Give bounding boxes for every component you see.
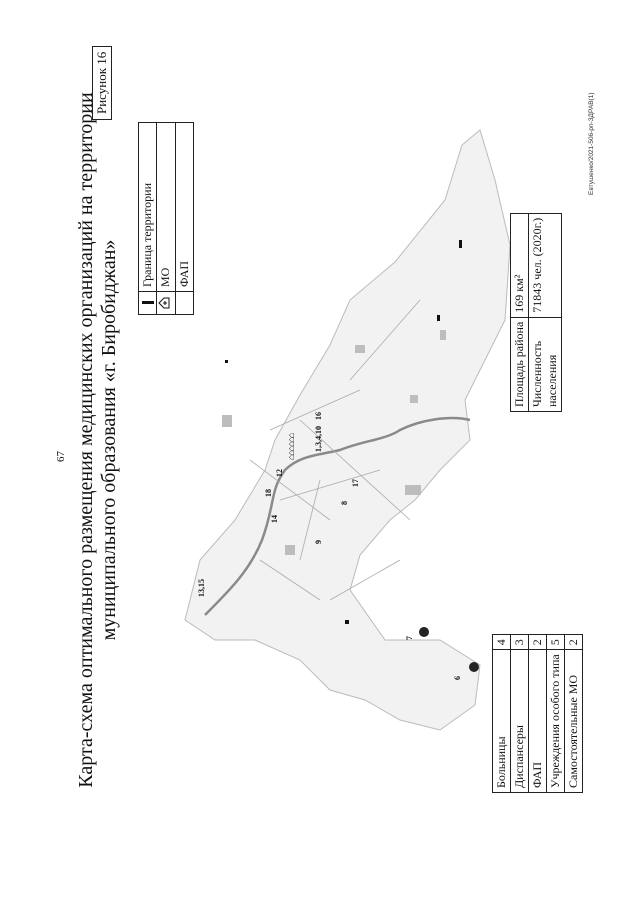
area-value: 169 км² <box>511 213 529 317</box>
counts-value: 4 <box>493 635 511 650</box>
table-row <box>529 213 562 411</box>
legend-icon-empty <box>176 292 194 315</box>
area-label: Площадь района <box>511 317 529 411</box>
counts-label: Учреждения особого типа <box>547 650 565 793</box>
table-row <box>511 635 529 793</box>
legend-label: ФАП <box>176 123 194 292</box>
counts-label: ФАП <box>529 650 547 793</box>
self-mo-marker <box>469 662 479 672</box>
map-label: 17 <box>351 479 360 487</box>
counts-table <box>492 634 583 793</box>
territory-boundary <box>185 130 510 730</box>
legend <box>138 122 194 315</box>
table-row <box>511 213 529 411</box>
map-label: 18 <box>264 489 273 497</box>
title-line-1: Карта-схема оптимального размещения медицинских организаций на территории <box>75 92 97 788</box>
counts-value: 3 <box>511 635 529 650</box>
counts-label: Больницы <box>493 650 511 793</box>
counts-label: Диспансеры <box>511 650 529 793</box>
table-row <box>547 635 565 793</box>
table-row <box>565 635 583 793</box>
table-row <box>529 635 547 793</box>
map-label: 1,3,4,10 <box>314 426 323 452</box>
boundary-line-icon <box>139 292 157 315</box>
map-label: 6 <box>453 676 462 680</box>
population-value: 71843 чел. (2020г.) <box>529 213 562 317</box>
map-label: 9 <box>314 540 323 544</box>
table-row <box>493 635 511 793</box>
title <box>75 65 121 815</box>
info-table <box>510 213 562 412</box>
map-label: 13,15 <box>197 579 206 597</box>
counts-value: 2 <box>529 635 547 650</box>
counts-label: Самостоятельные МО <box>565 650 583 793</box>
counts-value: 5 <box>547 635 565 650</box>
map-label: 7 <box>405 636 414 640</box>
self-mo-marker <box>419 627 429 637</box>
map-label: 8 <box>340 501 349 505</box>
population-label <box>529 317 562 411</box>
map-label: 16 <box>314 412 323 420</box>
mo-cluster-icon: ⌂⌂⌂⌂⌂⌂ <box>286 433 296 460</box>
legend-label: МО <box>157 123 176 292</box>
title-line-2: муниципального образования «г. Биробиджан» <box>98 239 120 641</box>
map-label: 12 <box>275 469 284 477</box>
population-label-line: Численность <box>530 340 544 407</box>
map-label: 14 <box>270 515 279 523</box>
counts-value: 2 <box>565 635 583 650</box>
footer-code: Евтушенко/2021-506-рп-ЗДРАВ(1) <box>588 92 595 195</box>
page-number: 67 <box>55 451 67 462</box>
legend-row <box>139 123 157 315</box>
population-label-line: населения <box>545 354 559 407</box>
legend-row <box>157 123 176 315</box>
legend-row <box>176 123 194 315</box>
mo-house-icon <box>157 292 176 315</box>
legend-label: Граница территории <box>139 123 157 292</box>
figure-label: Рисунок 16 <box>92 46 112 120</box>
